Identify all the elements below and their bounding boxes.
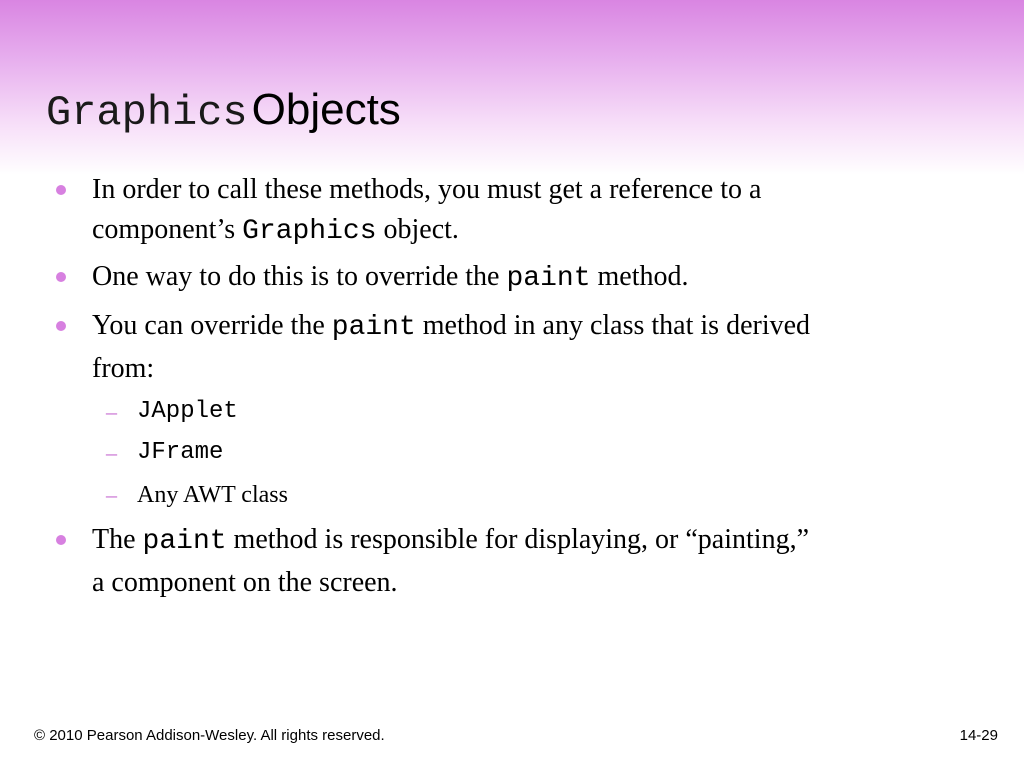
page-number: 14-29 bbox=[959, 727, 998, 744]
bullet-text: One way to do this is to override the bbox=[92, 261, 507, 292]
bullet-text: method is responsible for displaying, or “painting,” bbox=[226, 524, 809, 555]
bullet-4-line-1 bbox=[92, 523, 809, 559]
bullet-dot bbox=[56, 185, 66, 195]
bullet-text: method. bbox=[590, 261, 689, 292]
sub-item-japplet: JApplet bbox=[137, 398, 238, 425]
bullet-1-line-1 bbox=[92, 173, 761, 207]
bullet-3-line-1 bbox=[92, 309, 810, 345]
bullet-text: In order to call these methods, you must get a reference to a bbox=[92, 174, 762, 205]
bullet-dot bbox=[56, 535, 66, 545]
bullet-dot bbox=[56, 272, 66, 282]
title-text: Objects bbox=[251, 85, 401, 134]
bullet-3-line-2 bbox=[92, 352, 154, 386]
bullet-text: You can override the bbox=[92, 310, 332, 341]
bullet-text: object. bbox=[376, 214, 459, 245]
code-paint: paint bbox=[331, 312, 416, 343]
bullet-4-line-2 bbox=[92, 566, 398, 600]
bullet-text: The bbox=[92, 524, 143, 555]
title-code: Graphics bbox=[46, 89, 248, 137]
bullet-text: a component on the screen. bbox=[92, 567, 398, 598]
dash-marker: – bbox=[106, 399, 117, 424]
footer-copyright: © 2010 Pearson Addison-Wesley. All rights reserved. bbox=[34, 727, 385, 744]
sub-item-jframe: JFrame bbox=[137, 439, 224, 466]
dash-marker: – bbox=[106, 482, 117, 507]
bullet-text: method in any class that is derived bbox=[415, 310, 811, 341]
bullet-2-line bbox=[92, 260, 689, 296]
bullet-dot bbox=[56, 321, 66, 331]
bullet-text: component’s bbox=[92, 214, 243, 245]
code-graphics: Graphics bbox=[242, 216, 377, 247]
bullet-1-line-2 bbox=[92, 213, 459, 249]
code-paint: paint bbox=[142, 526, 227, 557]
sub-item-awt: Any AWT class bbox=[137, 482, 288, 508]
slide-title bbox=[46, 82, 401, 148]
bullet-text: from: bbox=[92, 353, 155, 384]
code-paint: paint bbox=[506, 263, 591, 294]
dash-marker: – bbox=[106, 440, 117, 465]
